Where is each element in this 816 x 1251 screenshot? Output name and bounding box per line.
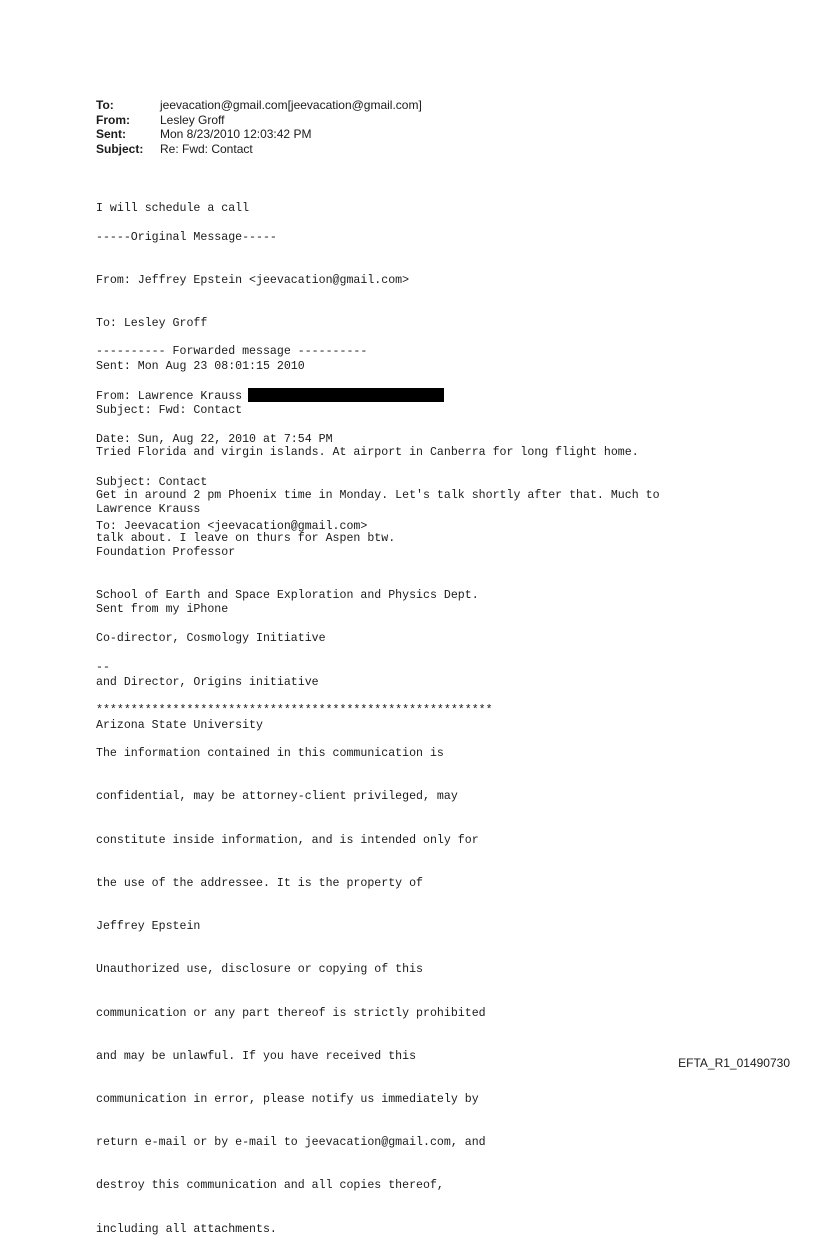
body-line: Tried Florida and virgin islands. At airport in Canberra for long flight home. (96, 445, 639, 459)
document-id: EFTA_R1_01490730 (678, 1056, 790, 1070)
signature-line: Arizona State University (96, 718, 263, 732)
sent-from-text: Sent from my iPhone (96, 602, 229, 616)
disclaimer-stars: ********************************************************* (96, 704, 493, 718)
disclaimer-dashes: -- (96, 660, 110, 674)
signature-line: Co-director, Cosmology Initiative (96, 632, 326, 646)
disclaimer-line: confidential, may be attorney-client privileged, may (96, 790, 458, 804)
disclaimer-line: the use of the addressee. It is the property of (96, 876, 423, 890)
forwarded-from: From: Lawrence Krauss (96, 390, 243, 404)
to-row (96, 98, 422, 113)
disclaimer-line: communication in error, please notify us immediately by (96, 1093, 479, 1106)
sent-value: Mon 8/23/2010 12:03:42 PM (160, 127, 312, 142)
forwarded-from-row (96, 388, 444, 404)
email-header (96, 98, 422, 157)
redaction-block (248, 388, 444, 402)
disclaimer-line: constitute inside information, and is intended only for (96, 833, 479, 847)
disclaimer-line: destroy this communication and all copies thereof, (96, 1179, 444, 1193)
signature-line: and Director, Origins initiative (96, 675, 319, 689)
forwarded-date: Date: Sun, Aug 22, 2010 at 7:54 PM (96, 433, 333, 447)
sent-label: Sent: (96, 127, 126, 142)
from-row (96, 113, 422, 128)
original-separator: -----Original Message----- (96, 230, 277, 244)
disclaimer-line: including all attachments. (96, 1222, 277, 1236)
signature-line: School of Earth and Space Exploration and Physics Dept. (96, 589, 479, 603)
disclaimer-line: and may be unlawful. If you have received this (96, 1049, 417, 1063)
disclaimer (96, 632, 493, 1251)
original-from: From: Jeffrey Epstein <jeevacation@gmail.com> (96, 274, 410, 288)
subject-row (96, 142, 422, 157)
to-label: To: (96, 98, 114, 112)
forwarded-subject: Subject: Contact (96, 476, 208, 490)
sent-row (96, 127, 422, 142)
disclaimer-line: communication or any part thereof is strictly prohibited (96, 1006, 486, 1020)
to-value: jeevacation@gmail.com[jeevacation@gmail.com] (160, 98, 422, 112)
subject-label: Subject: (96, 142, 144, 157)
signature-line: Lawrence Krauss (96, 502, 201, 516)
forwarded-separator: ---------- Forwarded message ---------- (96, 344, 368, 358)
signature-line: Foundation Professor (96, 546, 236, 560)
subject-value: Re: Fwd: Contact (160, 142, 253, 157)
sent-from-line (96, 574, 228, 632)
original-to: To: Lesley Groff (96, 317, 208, 331)
disclaimer-line: Jeffrey Epstein (96, 920, 201, 934)
disclaimer-line: The information contained in this communication is (96, 747, 444, 761)
disclaimer-line: return e-mail or by e-mail to jeevacation@gmail.com, and (96, 1136, 486, 1150)
from-label: From: (96, 112, 130, 127)
body-line: talk about. I leave on thurs for Aspen btw. (96, 532, 396, 546)
body-line: Get in around 2 pm Phoenix time in Monday. Let's talk shortly after that. Much to (96, 489, 660, 503)
disclaimer-line: Unauthorized use, disclosure or copying of this (96, 963, 423, 977)
original-sent: Sent: Mon Aug 23 08:01:15 2010 (96, 360, 305, 374)
forwarded-to: To: Jeevacation <jeevacation@gmail.com> (96, 519, 368, 533)
original-subject: Subject: Fwd: Contact (96, 403, 243, 417)
from-value: Lesley Groff (160, 112, 225, 127)
reply-line: I will schedule a call (96, 201, 250, 215)
